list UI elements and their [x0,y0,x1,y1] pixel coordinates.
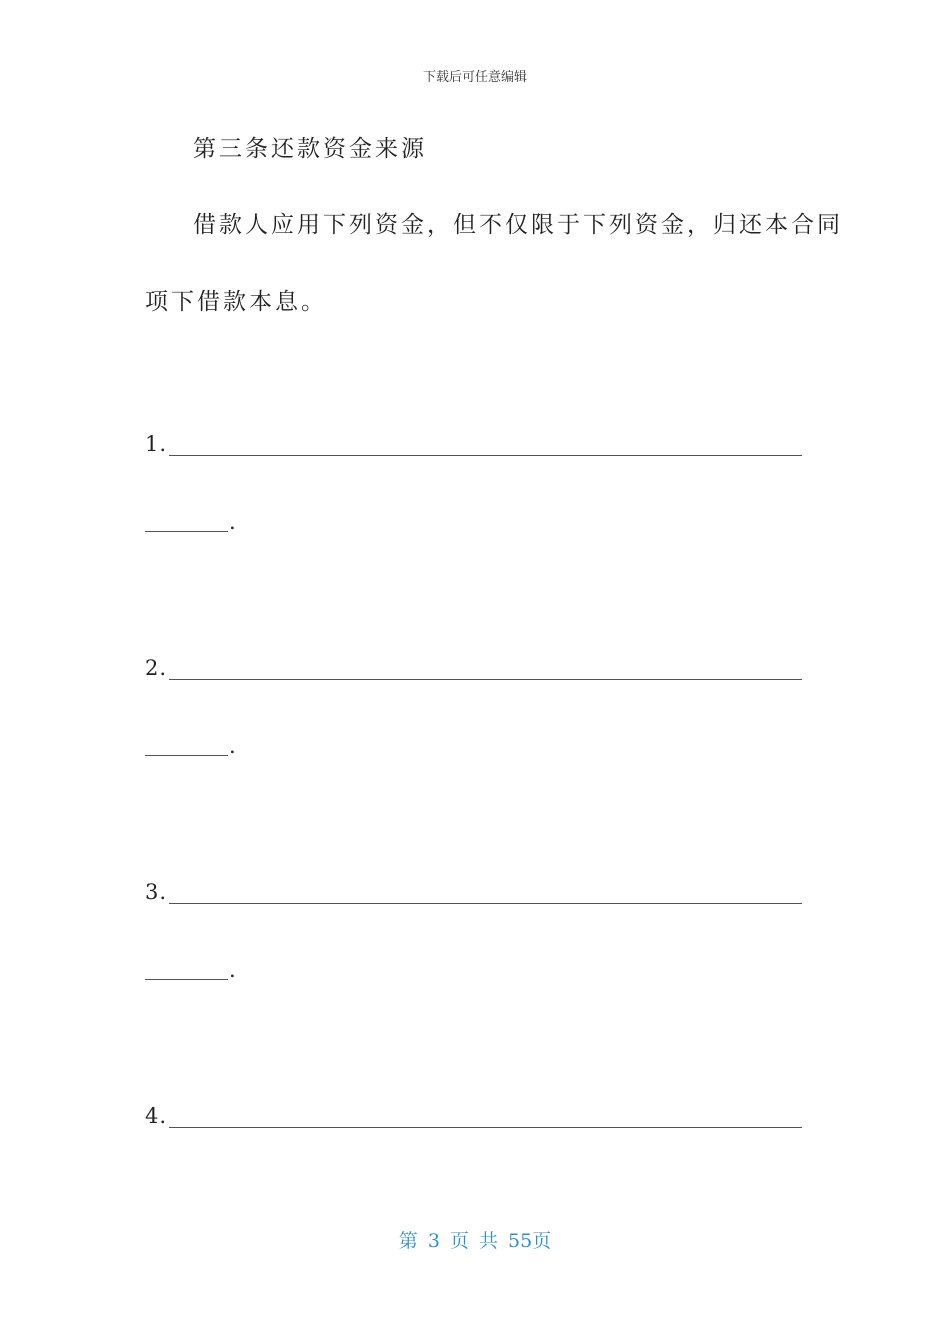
paragraph-line-2: 项下借款本息。 [145,289,327,315]
line-end-period: . [229,958,236,982]
fill-in-line [145,531,228,532]
page-header: 下载后可任意编辑 [422,70,527,85]
blank-item-4 [145,1104,802,1134]
fill-in-line [169,903,802,904]
page-footer: 第 3 页 共 55页 [398,1230,552,1252]
blank-item-2 [145,656,802,686]
line-end-period: . [229,734,236,758]
fill-in-line [169,1127,802,1128]
fill-in-line [145,755,228,756]
item-number: 4. [145,1104,168,1128]
fill-in-line [169,679,802,680]
line-end-period: . [229,510,236,534]
blank-item-1 [145,432,802,462]
fill-in-line [169,455,802,456]
blank-item-1-continuation [145,508,245,538]
blank-item-3-continuation [145,956,245,986]
item-number: 3. [145,880,168,904]
fill-in-line [145,979,228,980]
blank-item-3 [145,880,802,910]
blank-item-2-continuation [145,732,245,762]
item-number: 1. [145,432,168,456]
item-number: 2. [145,656,168,680]
paragraph-line-1: 借款人应用下列资金，但不仅限于下列资金，归还本合同 [193,212,843,238]
article-title: 第三条还款资金来源 [193,136,427,162]
